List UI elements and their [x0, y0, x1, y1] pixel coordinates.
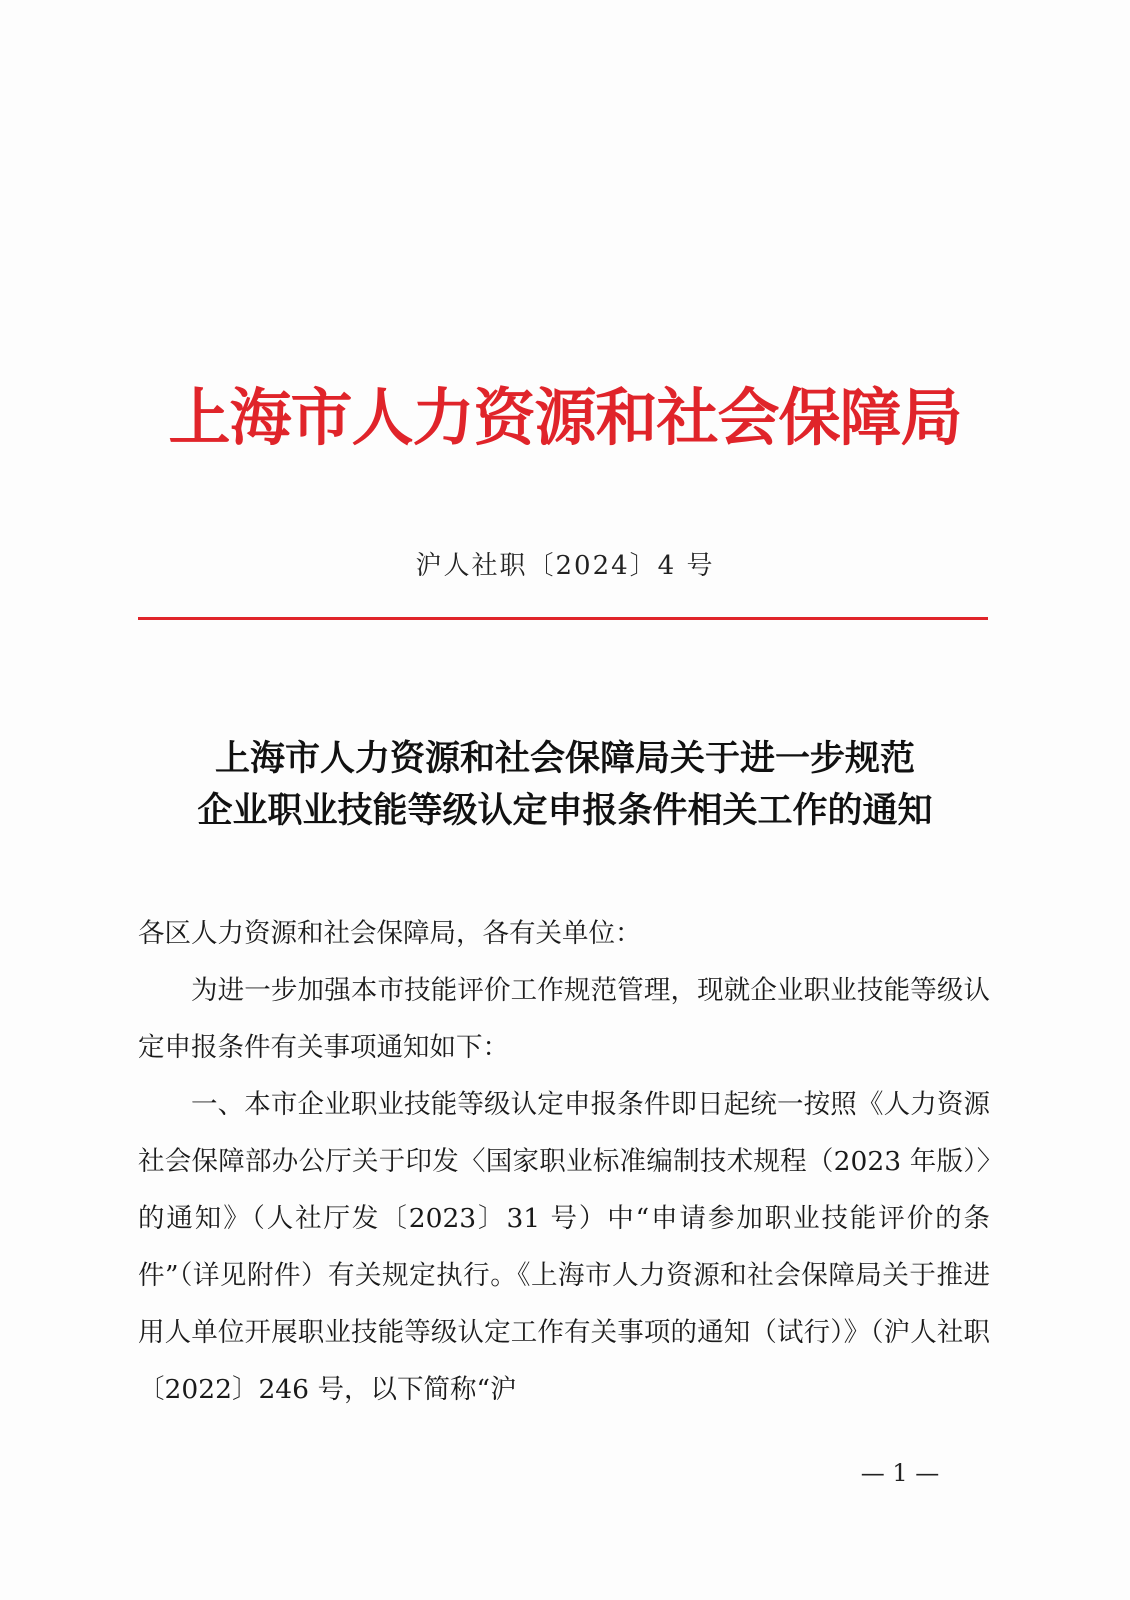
document-number: 沪人社职〔2024〕4 号 — [415, 551, 715, 581]
salutation: 各区人力资源和社会保障局，各有关单位： — [138, 918, 642, 949]
body-paragraph-intro: 为进一步加强本市技能评价工作规范管理，现就企业职业技能等级认定申报条件有关事项通知如下： — [138, 975, 990, 1063]
red-separator-line — [138, 617, 988, 620]
document-title — [0, 733, 1130, 837]
body-paragraph-item-1: 一、本市企业职业技能等级认定申报条件即日起统一按照《人力资源社会保障部办公厅关于印发〈国家职业标准编制技术规程（2023 年版）〉的通知》（人社厅发〔2023〕31 号）中“申请参加职业技能评价的条件”（详见附件）有关规定执行。《上海市人力资源和社会保障局关于推进用人单位开展职业技能等级认定工作有关事项的通知（试行）》（沪人社职〔2022〕246 号，以下简称“沪 — [138, 1089, 990, 1405]
document-title-line-2: 企业职业技能等级认定申报条件相关工作的通知 — [197, 790, 933, 831]
page-number: — 1 — — [860, 1459, 940, 1487]
document-body — [138, 905, 990, 1418]
issuing-organization-header: 上海市人力资源和社会保障局 — [168, 381, 962, 454]
document-title-line-1: 上海市人力资源和社会保障局关于进一步规范 — [214, 738, 915, 779]
